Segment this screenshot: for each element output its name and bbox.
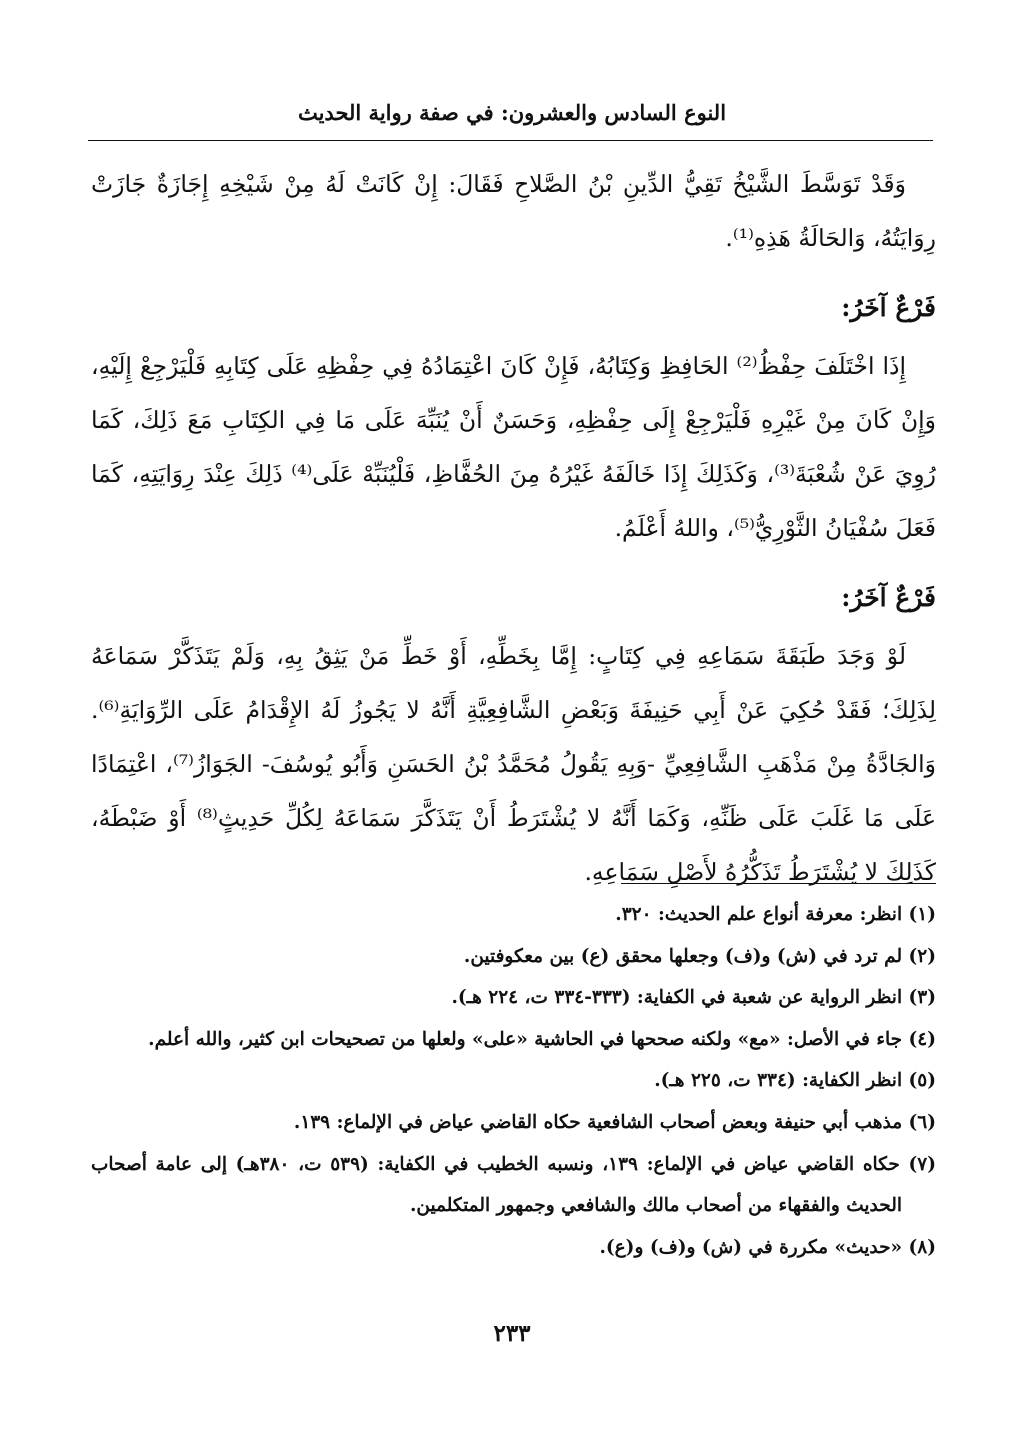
footnote-item: (٤) جاء في الأصل: «مع» ولكنه صححها في الحاشية «على» ولعلها من تصحيحات ابن كثير، والله أعلم. <box>148 1028 936 1050</box>
paragraph-3: لَوْ وَجَدَ طَبَقَةَ سَمَاعِهِ فِي كِتَابٍ: إِمَّا بِخَطِّهِ، أَوْ خَطِّ مَنْ يَثِقُ بِهِ، وَلَمْ يَتَذَكَّرْ سَمَاعَهُ لِذَلِكَ؛ فَقَدْ حُكِيَ عَنْ أَبِي حَنِيفَةَ وَبَعْضِ الشَّافِعِيَّةِ أَنَّهُ لا يَجُوزُ لَهُ الإِقْدَامُ عَلَى الرِّوَايَةِ⁽⁶⁾. وَالجَادَّةُ مِنْ مَذْهَبِ الشَّافِعِيِّ -وَبِهِ يَقُولُ مُحَمَّدُ بْنُ الحَسَنِ وَأَبُو يُوسُفَ- الجَوَازُ⁽⁷⁾، اعْتِمَادًا عَلَى مَا غَلَبَ عَلَى ظَنِّهِ، وَكَمَا أَنَّهُ لا يُشْتَرَطُ أَنْ يَتَذَكَّرَ سَمَاعَهُ لِكُلِّ حَدِيثٍ⁽⁸⁾ أَوْ ضَبْطَهُ، كَذَلِكَ لا يُشْتَرَطُ تَذَكُّرُهُ لأَصْلِ سَمَاعِهِ. <box>91 642 936 886</box>
footnote-item: (٧) حكاه القاضي عياض في الإلماع: ١٣٩، ونسبه الخطيب في الكفاية: (٥٣٩ ت، ٣٨٠هـ) إلى عامة أصحاب الحديث والفقهاء من أصحاب مالك والشافعي وجمهور المتكلمين. <box>91 1153 936 1217</box>
paragraph-2: إِذَا اخْتَلَفَ حِفْظُ⁽²⁾ الحَافِظِ وَكِتَابُهُ، فَإِنْ كَانَ اعْتِمَادُهُ فِي حِفْظِهِ عَلَى كِتَابِهِ فَلْيَرْجِعْ إِلَيْهِ، وَإِنْ كَانَ مِنْ غَيْرِهِ فَلْيَرْجِعْ إِلَى حِفْظِهِ، وَحَسَنٌ أَنْ يُنَبِّهَ عَلَى مَا فِي الكِتَابِ مَعَ ذَلِكَ، كَمَا رُوِيَ عَنْ شُعْبَةَ⁽³⁾، وَكَذَلِكَ إِذَا خَالَفَهُ غَيْرُهُ مِنَ الحُفَّاظِ، فَلْيُنَبِّهْ عَلَى⁽⁴⁾ ذَلِكَ عِنْدَ رِوَايَتِهِ، كَمَا فَعَلَ سُفْيَانُ الثَّوْرِيُّ⁽⁵⁾، واللهُ أَعْلَمُ. <box>91 352 936 542</box>
paragraph-1: وَقَدْ تَوَسَّطَ الشَّيْخُ تَقِيُّ الدِّينِ بْنُ الصَّلاحِ فَقَالَ: إِنْ كَانَتْ لَهُ مِنْ شَيْخِهِ إِجَازَةٌ جَازَتْ رِوَايَتُهُ، وَالحَالَةُ هَذِهِ⁽¹⁾. <box>91 170 936 252</box>
running-head: النوع السادس والعشرون: في صفة رواية الحديث <box>297 100 727 125</box>
footnote-item: (٦) مذهب أبي حنيفة وبعض أصحاب الشافعية حكاه القاضي عياض في الإلماع: ١٣٩. <box>293 1111 936 1133</box>
footnotes <box>91 894 936 1268</box>
main-text <box>91 157 936 899</box>
footnote-item: (١) انظر: معرفة أنواع علم الحديث: ٣٢٠. <box>615 904 936 925</box>
section-heading-1: فَرْعٌ آخَرُ: <box>841 293 936 322</box>
page-number: ٢٣٣ <box>493 1320 531 1347</box>
footnote-rule <box>621 883 936 884</box>
footnote-item: (٢) لم ترد في (ش) و(ف) وجعلها محقق (ع) بين معكوفتين. <box>463 945 936 967</box>
footnote-item: (٥) انظر الكفاية: (٣٣٤ ت، ٢٢٥ هـ). <box>654 1070 936 1092</box>
header-rule <box>88 140 933 141</box>
section-heading-2: فَرْعٌ آخَرُ: <box>841 583 936 612</box>
footnote-item: (٣) انظر الرواية عن شعبة في الكفاية: (٣٣٣-٣٣٤ ت، ٢٢٤ هـ). <box>451 987 936 1009</box>
footnote-item: (٨) «حديث» مكررة في (ش) و(ف) و(ع). <box>599 1236 936 1258</box>
